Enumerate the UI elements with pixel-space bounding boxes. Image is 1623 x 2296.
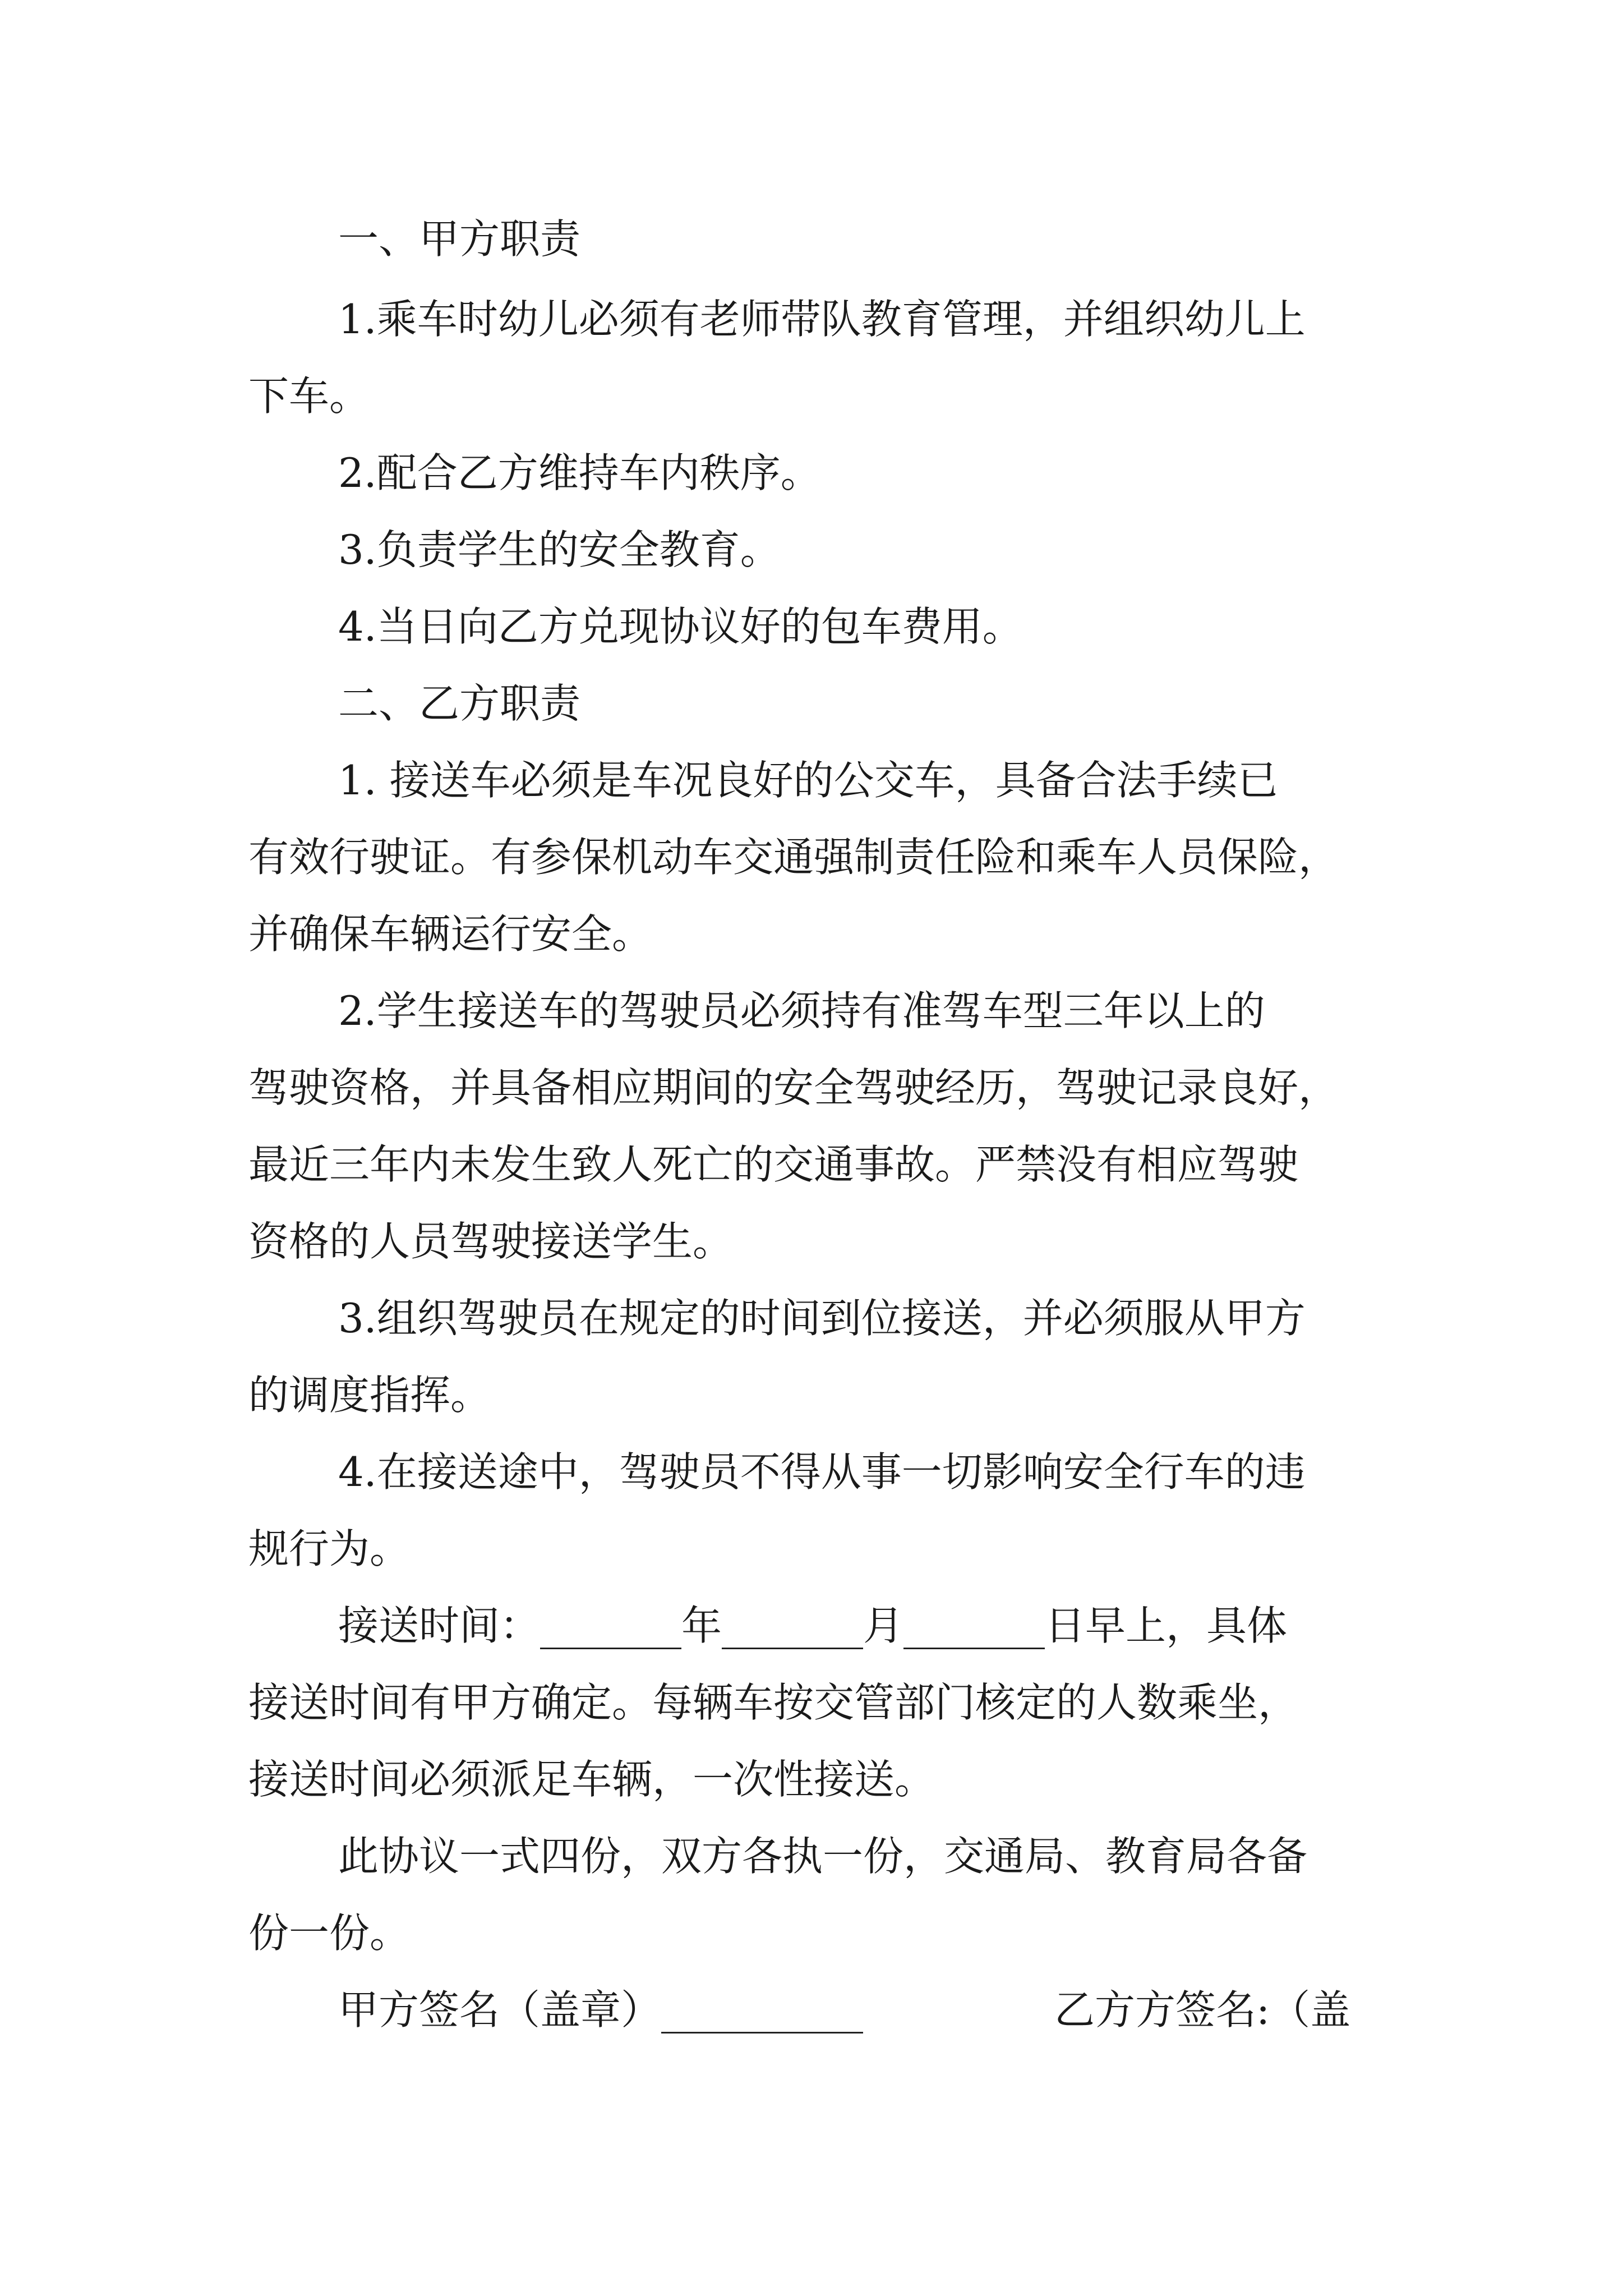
signature-party-a (0, 1979, 1623, 2041)
paragraph-b1-cont (0, 903, 1623, 965)
paragraph-b2-cont (0, 1211, 1623, 1272)
paragraph-b1 (0, 749, 1623, 811)
line-text: 有效行驶证。有参保机动车交通强制责任险和乘车人员保险， (248, 834, 1339, 881)
paragraph-b4 (0, 1441, 1623, 1503)
line-text: 2.配合乙方维持车内秩序。 (338, 449, 821, 496)
paragraph-a4 (0, 596, 1623, 657)
paragraph-b4-cont (0, 1518, 1623, 1580)
paragraph-pickup-time-cont (0, 1749, 1623, 1810)
line-text: 3.组织驾驶员在规定的时间到位接送，并必须服从甲方 (338, 1295, 1306, 1342)
heading-party-b-duties (0, 673, 1623, 734)
paragraph-a1-cont (0, 365, 1623, 427)
paragraph-pickup-time (0, 1595, 1623, 1657)
line-text: 一、甲方职责 (338, 215, 581, 263)
line-text: 1. 接送车必须是车况良好的公交车，具备合法手续已 (338, 757, 1278, 804)
line-text: 接送时间有甲方确定。每辆车按交管部门核定的人数乘坐， (248, 1679, 1299, 1726)
paragraph-a2 (0, 442, 1623, 504)
paragraph-copies (0, 1825, 1623, 1887)
paragraph-b3 (0, 1287, 1623, 1349)
line-text: 份一份。 (248, 1910, 411, 1957)
paragraph-b2-cont (0, 1134, 1623, 1195)
line-text: 3.负责学生的安全教育。 (338, 526, 781, 573)
signature-label: 乙方方签名:（盖 (1054, 1986, 1351, 2033)
line-text: 接送时间必须派足车辆，一次性接送。 (248, 1756, 935, 1803)
paragraph-b1-cont (0, 826, 1623, 888)
line-text: 4.当日向乙方兑现协议好的包车费用。 (338, 603, 1023, 650)
line-text: 的调度指挥。 (248, 1372, 491, 1419)
paragraph-copies-cont (0, 1902, 1623, 1964)
line-text: 并确保车辆运行安全。 (248, 910, 653, 958)
signature-party-b (1054, 1979, 1350, 2041)
line-text: 接送时间：_______年_______月_______日早上，具体 (338, 1602, 1288, 1649)
heading-party-a-duties (0, 208, 1623, 270)
line-text: 规行为。 (248, 1525, 411, 1572)
line-text: 二、乙方职责 (338, 680, 581, 727)
paragraph-b2-cont (0, 1057, 1623, 1119)
line-text: 资格的人员驾驶接送学生。 (248, 1218, 734, 1265)
line-text: 2.学生接送车的驾驶员必须持有准驾车型三年以上的 (338, 987, 1265, 1034)
paragraph-pickup-time-cont (0, 1672, 1623, 1733)
paragraph-b2 (0, 980, 1623, 1042)
paragraph-a3 (0, 519, 1623, 581)
line-text: 驾驶资格，并具备相应期间的安全驾驶经历，驾驶记录良好， (248, 1064, 1339, 1111)
line-text: 最近三年内未发生致人死亡的交通事故。严禁没有相应驾驶 (248, 1141, 1299, 1188)
signature-label: 甲方签名（盖章）__________ (338, 1986, 864, 2033)
line-text: 1.乘车时幼儿必须有老师带队教育管理，并组织幼儿上 (338, 296, 1306, 343)
line-text: 此协议一式四份，双方各执一份，交通局、教育局各备 (338, 1833, 1308, 1880)
paragraph-a1 (0, 288, 1623, 350)
line-text: 4.在接送途中，驾驶员不得从事一切影响安全行车的违 (338, 1448, 1306, 1496)
paragraph-b3-cont (0, 1364, 1623, 1426)
line-text: 下车。 (248, 372, 370, 420)
